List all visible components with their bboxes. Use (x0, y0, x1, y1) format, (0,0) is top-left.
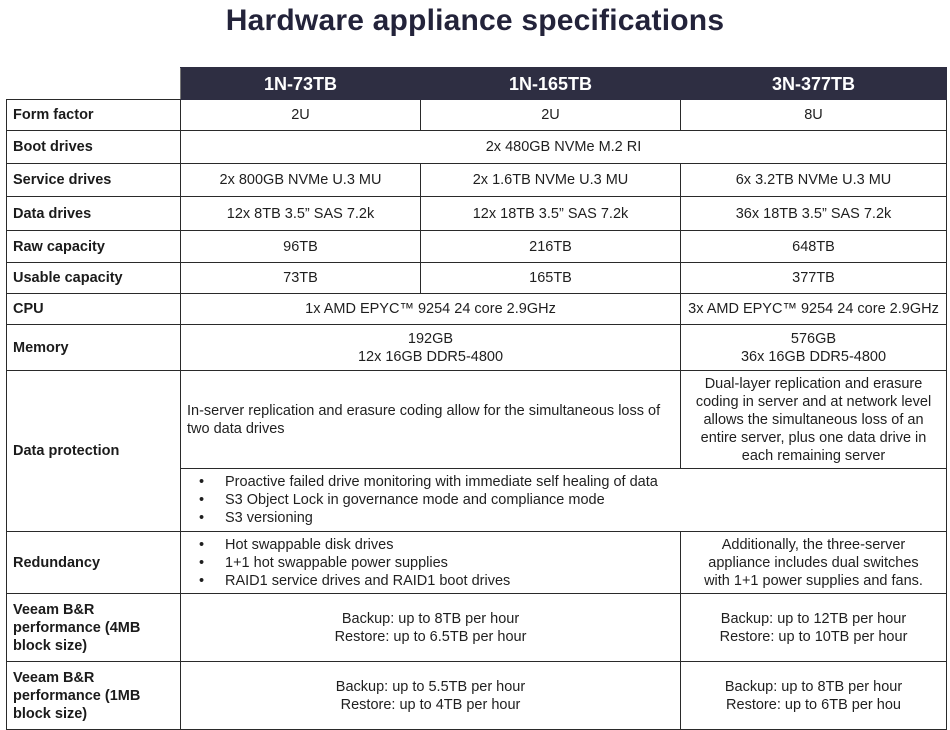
row-label: Data protection (7, 371, 181, 532)
row-data-drives (7, 197, 947, 231)
label-line: Veeam B&R (13, 601, 95, 618)
page-title: Hardware appliance specifications (225, 4, 725, 37)
row-label: Usable capacity (7, 263, 181, 294)
bullet-list (187, 473, 940, 527)
cell-value (181, 325, 681, 371)
corner-cell (7, 68, 181, 100)
restore-rate: Restore: up to 6.5TB per hour (334, 628, 527, 645)
list-item: • Proactive failed drive monitoring with immediate self healing of data (221, 473, 940, 491)
text-line: appliance includes dual switches (708, 554, 919, 571)
memory-total: 576GB (790, 330, 837, 347)
row-cpu (7, 294, 947, 325)
cell-value: 2U (181, 100, 421, 131)
row-boot-drives (7, 131, 947, 164)
text-line: coding in server and at network level (695, 393, 932, 410)
cell-value: 2x 1.6TB NVMe U.3 MU (421, 164, 681, 197)
list-item: • Hot swappable disk drives (221, 536, 674, 554)
cell-value: 12x 18TB 3.5” SAS 7.2k (421, 197, 681, 231)
cell-value: 2x 800GB NVMe U.3 MU (181, 164, 421, 197)
model-1n-165tb: 1N-165TB (421, 68, 681, 100)
restore-rate: Restore: up to 4TB per hour (340, 696, 521, 713)
text-line: Additionally, the three-server (721, 536, 906, 553)
cell-value: 1x AMD EPYC™ 9254 24 core 2.9GHz (181, 294, 681, 325)
list-item: • S3 Object Lock in governance mode and compliance mode (221, 491, 940, 509)
row-label: Boot drives (7, 131, 181, 164)
cell-value: 3x AMD EPYC™ 9254 24 core 2.9GHz (681, 294, 947, 325)
bullet-list (187, 536, 674, 590)
row-label (7, 662, 181, 730)
row-label: CPU (7, 294, 181, 325)
cell-value (181, 532, 681, 594)
row-label: Service drives (7, 164, 181, 197)
row-raw-capacity (7, 231, 947, 263)
label-line: performance (1MB (13, 687, 141, 704)
cell-value (681, 594, 947, 662)
row-label: Data drives (7, 197, 181, 231)
cell-value: In-server replication and erasure coding allow for the simultaneous loss of two data drives (181, 371, 681, 469)
row-label: Form factor (7, 100, 181, 131)
row-label: Raw capacity (7, 231, 181, 263)
text-line: each remaining server (741, 447, 886, 464)
list-item: • 1+1 hot swappable power supplies (221, 554, 674, 572)
row-service-drives (7, 164, 947, 197)
cell-value (681, 371, 947, 469)
list-item: • S3 versioning (221, 509, 940, 527)
cell-value: 165TB (421, 263, 681, 294)
spec-table (6, 67, 947, 730)
memory-config: 12x 16GB DDR5-4800 (357, 348, 504, 365)
row-redundancy (7, 532, 947, 594)
cell-value (681, 662, 947, 730)
cell-value (181, 594, 681, 662)
model-3n-377tb: 3N-377TB (681, 68, 947, 100)
model-1n-73tb: 1N-73TB (181, 68, 421, 100)
cell-value: 216TB (421, 231, 681, 263)
header-row (7, 68, 947, 100)
row-data-protection (7, 371, 947, 469)
row-veeam-4mb (7, 594, 947, 662)
label-line: Veeam B&R (13, 669, 95, 686)
label-line: block size) (13, 705, 88, 722)
text-line: Dual-layer replication and erasure (704, 375, 923, 392)
cell-value (681, 325, 947, 371)
cell-value: 96TB (181, 231, 421, 263)
cell-value (681, 532, 947, 594)
label-line: block size) (13, 637, 88, 654)
row-memory (7, 325, 947, 371)
memory-config: 36x 16GB DDR5-4800 (740, 348, 887, 365)
row-label: Memory (7, 325, 181, 371)
cell-value: 2U (421, 100, 681, 131)
text-line: entire server, plus one data drive in (700, 429, 927, 446)
text-line: with 1+1 power supplies and fans. (704, 572, 923, 589)
cell-value: 648TB (681, 231, 947, 263)
row-label (7, 594, 181, 662)
memory-total: 192GB (407, 330, 454, 347)
backup-rate: Backup: up to 8TB per hour (724, 678, 903, 695)
backup-rate: Backup: up to 12TB per hour (720, 610, 907, 627)
cell-value: 2x 480GB NVMe M.2 RI (181, 131, 947, 164)
backup-rate: Backup: up to 8TB per hour (341, 610, 520, 627)
cell-value (181, 662, 681, 730)
list-item: • RAID1 service drives and RAID1 boot drives (221, 572, 674, 590)
row-veeam-1mb (7, 662, 947, 730)
row-usable-capacity (7, 263, 947, 294)
label-line: performance (4MB (13, 619, 141, 636)
cell-value: 36x 18TB 3.5” SAS 7.2k (681, 197, 947, 231)
cell-value (181, 469, 947, 532)
cell-value: 12x 8TB 3.5” SAS 7.2k (181, 197, 421, 231)
row-form-factor (7, 100, 947, 131)
cell-value: 6x 3.2TB NVMe U.3 MU (681, 164, 947, 197)
cell-value: 73TB (181, 263, 421, 294)
restore-rate: Restore: up to 6TB per hou (726, 696, 901, 713)
row-label: Redundancy (7, 532, 181, 594)
text-line: allows the simultaneous loss of an (703, 411, 924, 428)
cell-value: 8U (681, 100, 947, 131)
backup-rate: Backup: up to 5.5TB per hour (335, 678, 526, 695)
cell-value: 377TB (681, 263, 947, 294)
restore-rate: Restore: up to 10TB per hour (719, 628, 908, 645)
